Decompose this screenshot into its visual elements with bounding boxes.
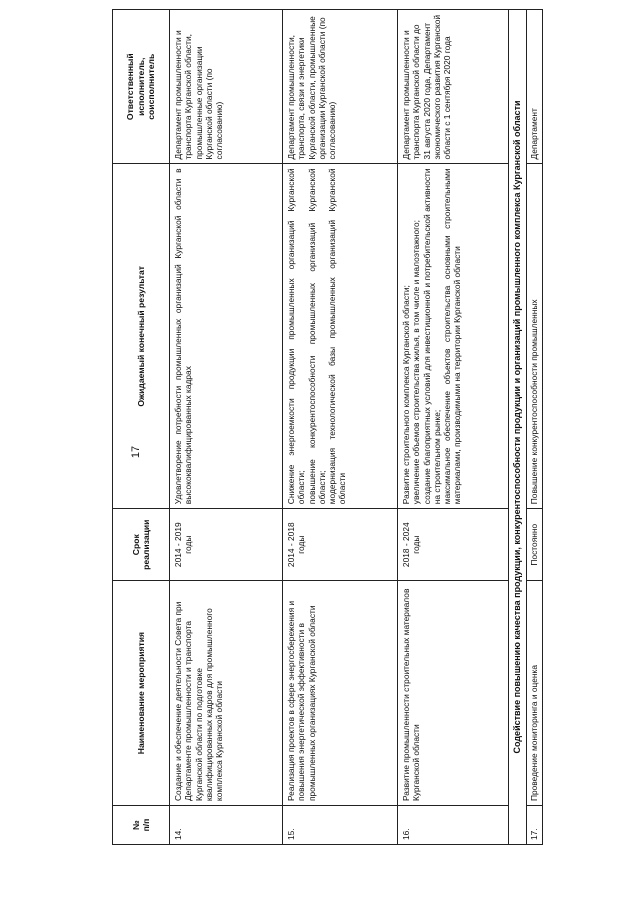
header-name: Наименование мероприятия (113, 581, 170, 806)
row-result (170, 164, 283, 509)
row-responsible: Департамент промышленности, транспорта, связи и энергетики Курганской области, промышленные организации Курганской области (по согласованию) (283, 10, 398, 164)
result-line: Удовлетворение потребности промышленных организаций Курганской области в высококвалифицированных кадрах (173, 168, 194, 505)
row-result (283, 164, 398, 509)
row-term: 2014 - 2018 годы (283, 509, 398, 581)
result-line: Развитие строительного комплекса Курганской области; (401, 285, 411, 505)
section-heading: Содействие повышению качества продукции, конкурентоспособности продукции и организаций промышленного комплекса Курганской области (509, 10, 527, 845)
measures-table (112, 9, 543, 845)
result-line: повышение конкурентоспособности промышленных организаций Курганской области; (306, 168, 327, 505)
header-result: Ожидаемый конечный результат (113, 164, 170, 509)
section-heading-row (509, 10, 527, 845)
table-row (170, 10, 283, 845)
row-result (398, 164, 509, 509)
row-term: Постоянно (526, 509, 542, 581)
row-term: 2014 - 2019 годы (170, 509, 283, 581)
row-responsible: Департамент (526, 10, 542, 164)
row-num: 14. (170, 806, 283, 845)
row-num: 15. (283, 806, 398, 845)
header-term (113, 509, 170, 581)
result-line: максимальное обеспечение объектов строительства основными строительными материалами, производимыми на территории Курганской области (442, 168, 463, 505)
header-responsible (113, 10, 170, 164)
row-name: Развитие промышленности строительных материалов Курганской области (398, 581, 509, 806)
result-line: Снижение энергоемкости продукции промышленных организаций Курганской области; (286, 168, 307, 505)
header-num (113, 806, 170, 845)
row-responsible: Департамент промышленности и транспорта Курганской области, промышленные организации Курганской области (по согласованию) (170, 10, 283, 164)
row-name: Создание и обеспечение деятельности Совета при Департаменте промышленности и транспорта Курганской области по подготовке квалифицированных кадров для промышленного комплекса Курганской области (170, 581, 283, 806)
row-result: Повышение конкурентоспособности промышленных (526, 164, 542, 509)
row-num: 16. (398, 806, 509, 845)
header-num-text: № п/п (130, 818, 151, 832)
header-term-text: Срок реализации (130, 519, 151, 570)
row-num: 17. (526, 806, 542, 845)
row-name: Проведение мониторинга и оценка (526, 581, 542, 806)
header-responsible-text: Ответственный исполнитель, соисполнитель (125, 53, 157, 121)
row-responsible: Департамент промышленности и транспорта Курганской области до 31 августа 2020 года, Департамент экономического развития Курганской области с 1 сентября 2020 года (398, 10, 509, 164)
row-term: 2018 - 2024 годы (398, 509, 509, 581)
table-row (398, 10, 509, 845)
table-row (283, 10, 398, 845)
row-name: Реализация проектов в сфере энергосбережения и повышения энергетической эффективности в промышленных организациях Курганской области (283, 581, 398, 806)
page-number: 17 (130, 445, 142, 459)
result-line: создание благоприятных условий для инвестиционной и потребительской активности на строительном рынке; (421, 168, 442, 505)
table-header-row (113, 10, 170, 845)
result-line: увеличение объемов строительства жилья, в том числе и малоэтажного; (411, 220, 422, 505)
table-row (526, 10, 542, 845)
result-line: модернизация технологической базы промышленных организаций Курганской области (327, 168, 348, 505)
